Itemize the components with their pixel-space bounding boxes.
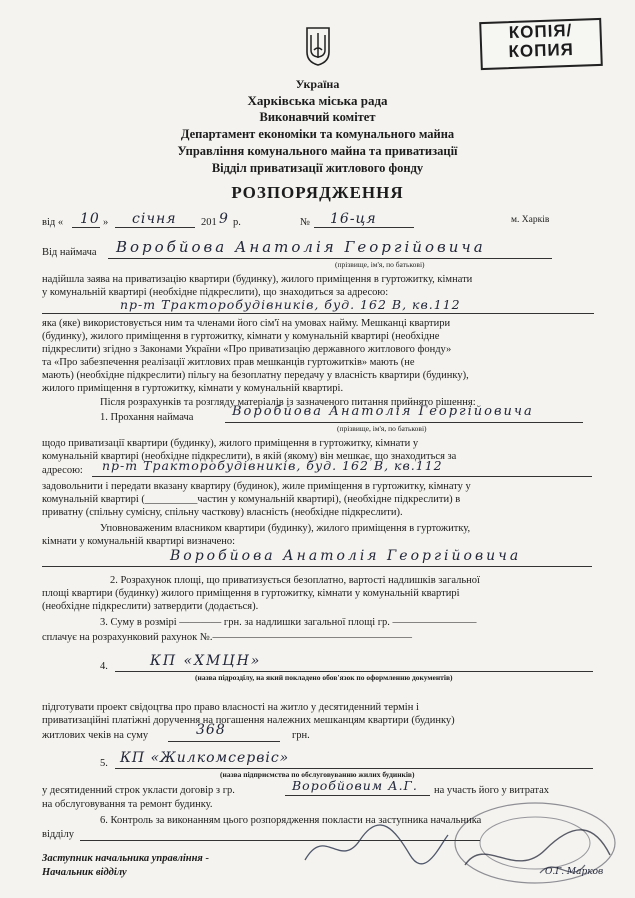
- p6-name: Воробйовим А.Г.: [292, 778, 418, 793]
- item5-label: 5.: [100, 758, 108, 769]
- header-department: Департамент економіки та комунального майна: [180, 127, 455, 141]
- text-line: та «Про забезпечення реалізації житлових прав мешканців гуртожитків» мають (не: [42, 357, 415, 368]
- text-line: підготувати проект свідоцтва про право власності на житло у десятиденний термін і: [42, 702, 419, 713]
- text-line: комунальній квартирі (необхідне підкреслити), в якій (якому) він мешкає, що знаходиться за: [42, 451, 457, 462]
- item4-label: 4.: [100, 661, 108, 672]
- text-line: кімнати у комунальній квартирі визначено:: [42, 536, 236, 547]
- date-year-prefix: 201: [201, 217, 217, 228]
- text-line: (необхідне підкреслити) затвердити (додається).: [42, 601, 259, 612]
- date-year-suffix: р.: [233, 217, 241, 228]
- copy-stamp-line1: КОПІЯ/: [508, 20, 573, 43]
- text-line: на обслуговування та ремонт будинку.: [42, 799, 213, 810]
- address-label: адресою:: [42, 465, 83, 476]
- copy-stamp: [479, 18, 603, 70]
- order-number: 16-ця: [330, 211, 377, 227]
- trident-emblem-icon: [305, 26, 331, 66]
- text-line: Уповноваженим власником квартири (будинку), жилого приміщення в гуртожитку,: [100, 523, 471, 534]
- item4-value: КП «ХМЦН»: [150, 653, 262, 669]
- item1-label: 1. Прохання наймача: [100, 412, 194, 423]
- text-line: відділу: [42, 829, 74, 840]
- text-line: приватну (спільну сумісну, спільну часткову) власність (необхідне підкреслити).: [42, 507, 403, 518]
- header-committee: Виконавчий комітет: [259, 110, 376, 124]
- order-title: РОЗПОРЯДЖЕННЯ: [231, 183, 404, 202]
- copy-stamp-line2: КОПИЯ: [508, 39, 575, 62]
- signature-name: О.Г. Марков: [545, 867, 604, 877]
- item4-hint: (назва підрозділу, на який покладено обов'язок по оформленню документів): [195, 673, 453, 682]
- header-country: Україна: [295, 77, 340, 91]
- text-line: 6. Контроль за виконанням цього розпорядження покласти на заступника начальника: [100, 815, 482, 826]
- item5-value: КП «Жилкомсервіс»: [120, 750, 290, 766]
- signature-role2: Начальник відділу: [42, 867, 127, 878]
- p6-text-a: у десятиденний строк укласти договір з гр.: [42, 785, 235, 796]
- text-line: 3. Суму в розмірі ———— грн. за надлишки загальної площі гр. ————————: [100, 617, 477, 628]
- text-line: яка (яке) використовується ним та членами його сім'ї на умовах найму. Мешканці квартири: [42, 318, 451, 329]
- applicant-label: Від наймача: [42, 247, 97, 258]
- text-line: мають) (необхідне підкреслити) пільгу на безоплатну передачу у власність квартири (будинку),: [42, 370, 469, 381]
- date-year-digit: 9: [219, 211, 229, 227]
- p6-text-b: на участь його у витратах: [434, 785, 549, 796]
- text-line: Після розрахунків та розгляду матеріалів із зазначеного питання прийнято рішення:: [100, 397, 476, 408]
- date-from-label: від «: [42, 217, 64, 228]
- address-handwritten: пр-т Тракторобудівників, буд. 162 В, кв.112: [120, 297, 461, 312]
- signature-scribble-icon: [300, 815, 450, 875]
- text-line: щодо приватизації квартири (будинку), жилого приміщення в гуртожитку, кімнати у: [42, 438, 419, 449]
- header-division: Відділ приватизації житлового фонду: [211, 161, 424, 175]
- text-line: надійшла заява на приватизацію квартири (будинку), жилого приміщення в гуртожитку, кімнати: [42, 274, 473, 285]
- text-line: 2. Розрахунок площі, що приватизується безоплатно, вартості надлишків загальної: [110, 575, 480, 586]
- item1-hint: (прізвище, ім'я, по батькові): [337, 424, 427, 433]
- date-day: 10: [80, 211, 100, 227]
- text-line: комунальній квартирі (__________частин у комунальній квартирі), (необхідне підкреслити) в: [42, 494, 461, 505]
- signature-role1: Заступник начальника управління -: [42, 853, 209, 864]
- item5-hint: (назва підприємства по обслуговуванню жилих будинків): [220, 770, 415, 779]
- cheque-sum: 368: [196, 722, 226, 738]
- city: м. Харків: [511, 215, 550, 225]
- owner-name: Воробйова Анатолія Георгійовича: [170, 548, 522, 564]
- text-line: (будинку), жилого приміщення в гуртожитку, кімнати у комунальній квартирі (необхідне: [42, 331, 440, 342]
- applicant-name: Воробйова Анатолія Георгійовича: [116, 238, 486, 256]
- text-line: площі квартири (будинку) жилого приміщення в гуртожитку, кімнати у комунальній квартирі: [42, 588, 460, 599]
- cheque-label: житлових чеків на суму: [42, 730, 149, 741]
- text-line: сплачує на розрахунковий рахунок №.———————————————————: [42, 632, 412, 643]
- address2-handwritten: пр-т Тракторобудівників, буд. 162 В, кв.112: [102, 458, 443, 473]
- text-line: підкреслити) згідно з Законами України «Про приватизацію державного житлового фонду»: [42, 344, 452, 355]
- date-quote: »: [103, 217, 109, 228]
- text-line: задовольнити і передати вказану квартиру (будинок), жиле приміщення в гуртожитку, кімнату у: [42, 481, 471, 492]
- order-number-label: №: [300, 217, 311, 228]
- applicant-hint: (прізвище, ім'я, по батькові): [335, 260, 425, 269]
- cheque-suffix: грн.: [292, 730, 310, 741]
- header-council: Харківська міська рада: [247, 93, 388, 108]
- text-line: жилого приміщення в гуртожитку, кімнати у комунальній квартирі.: [42, 383, 344, 394]
- item1-name: Воробйова Анатолія Георгійовича: [232, 404, 534, 419]
- round-seal-icon: [445, 795, 620, 890]
- date-month: січня: [132, 211, 177, 227]
- text-line: у комунальній квартирі (необхідне підкреслити), що знаходиться за адресою:: [42, 287, 389, 298]
- header-directorate: Управління комунального майна та приватизації: [177, 144, 458, 158]
- text-line: приватизаційні платіжні доручення на погашення належних мешканцям квартири (будинку): [42, 715, 455, 726]
